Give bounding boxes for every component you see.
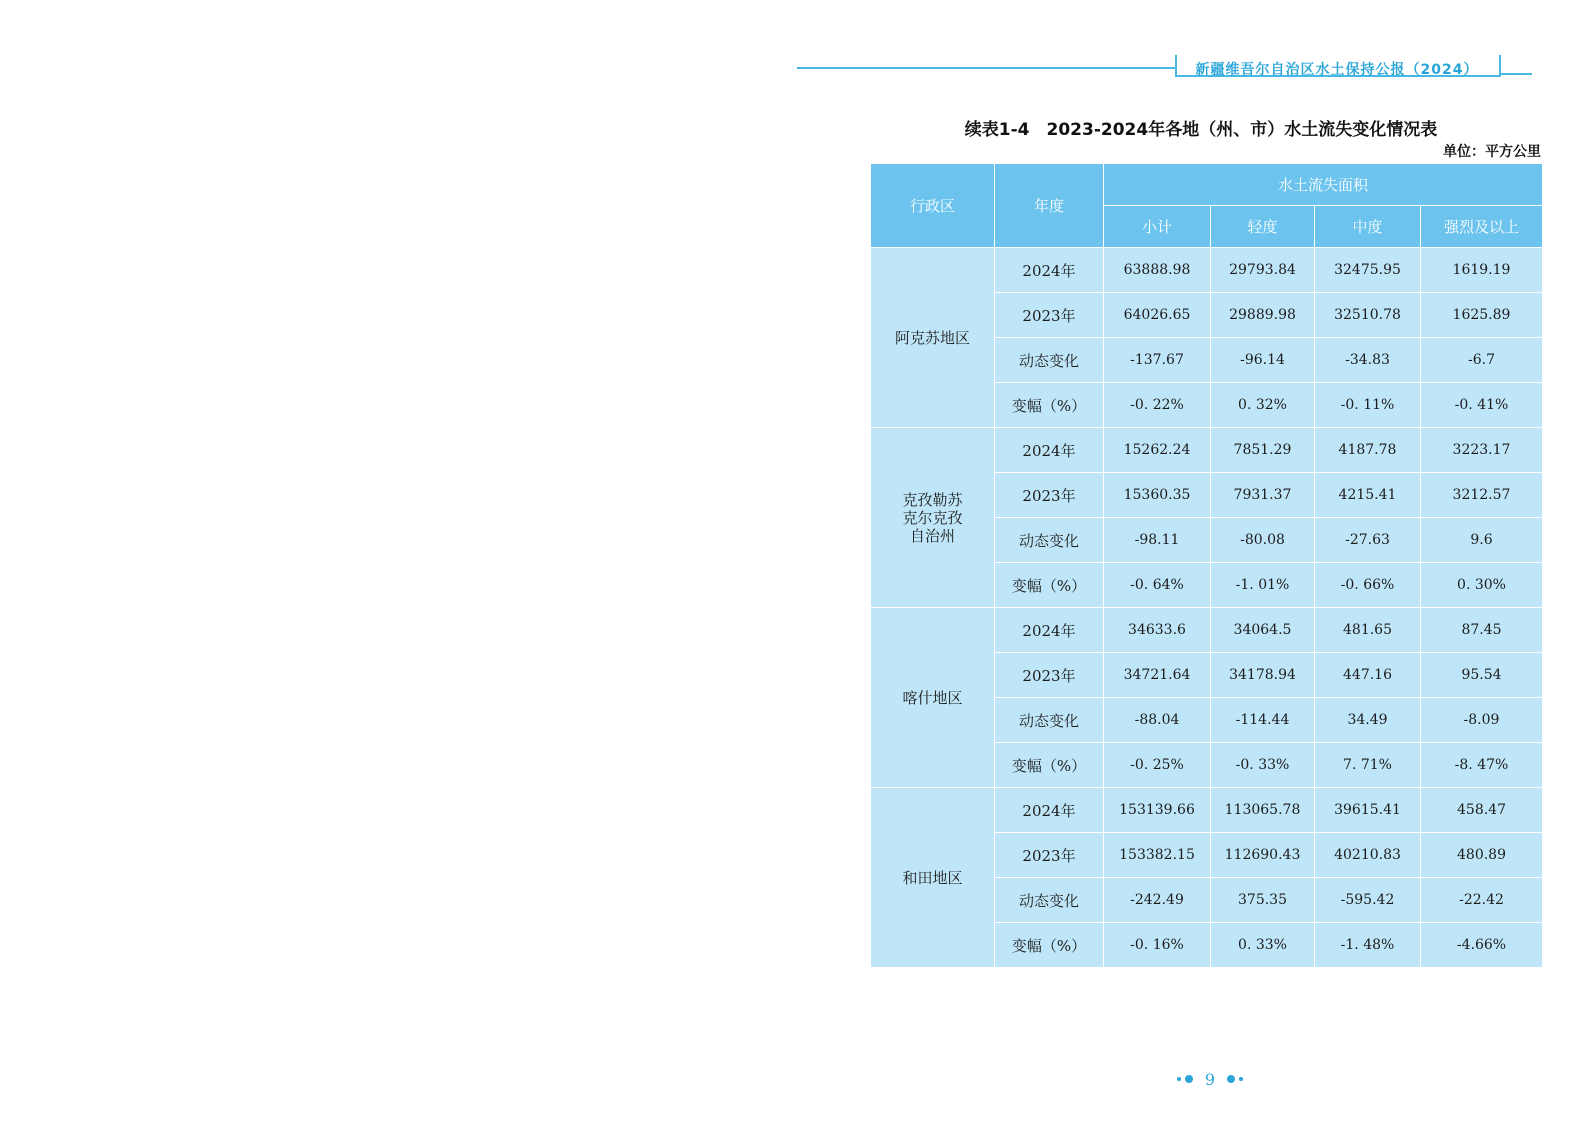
value-cell: -6.7 [1421,338,1543,383]
value-cell: -34.83 [1315,338,1421,383]
header-region: 行政区 [871,164,995,248]
row-label-cell: 动态变化 [995,698,1104,743]
value-cell: 481.65 [1315,608,1421,653]
unit-label: 单位：平方公里 [1443,144,1541,160]
page-number-text: 9 [1204,1069,1216,1089]
page-dot-icon [1239,1077,1243,1081]
page-dot-icon [1185,1075,1193,1083]
value-cell: -0. 16% [1104,923,1211,968]
value-cell: 0. 30% [1421,563,1543,608]
row-label-cell: 2024年 [995,248,1104,293]
value-cell: 0. 32% [1211,383,1315,428]
value-cell: 447.16 [1315,653,1421,698]
value-cell: -8.09 [1421,698,1543,743]
value-cell: 480.89 [1421,833,1543,878]
value-cell: 34633.6 [1104,608,1211,653]
value-cell: 34.49 [1315,698,1421,743]
region-name-cell [871,428,995,608]
value-cell: -114.44 [1211,698,1315,743]
value-cell: 34721.64 [1104,653,1211,698]
value-cell: -0. 41% [1421,383,1543,428]
header-moderate: 中度 [1315,206,1421,248]
row-label-cell: 2023年 [995,833,1104,878]
row-label-cell: 2024年 [995,428,1104,473]
value-cell: -98.11 [1104,518,1211,563]
region-name-cell [871,248,995,428]
table-row [871,248,1543,293]
header-subtotal: 小计 [1104,206,1211,248]
table-row [871,788,1543,833]
running-header-title: 新疆维吾尔自治区水土保持公报（2024） [1195,62,1479,78]
row-label-cell: 动态变化 [995,338,1104,383]
header-rule-left [797,67,1175,69]
value-cell: -96.14 [1211,338,1315,383]
value-cell: -137.67 [1104,338,1211,383]
value-cell: -4.66% [1421,923,1543,968]
value-cell: -0. 66% [1315,563,1421,608]
value-cell: 7851.29 [1211,428,1315,473]
value-cell: 39615.41 [1315,788,1421,833]
value-cell: 4215.41 [1315,473,1421,518]
region-name-line: 克尔克孜 [902,508,963,527]
page-number [1150,1070,1270,1088]
row-label-cell: 变幅（%） [995,743,1104,788]
value-cell: -0. 11% [1315,383,1421,428]
value-cell: -0. 25% [1104,743,1211,788]
value-cell: -242.49 [1104,878,1211,923]
region-name-line: 克孜勒苏 [902,490,963,509]
value-cell: 95.54 [1421,653,1543,698]
value-cell: 458.47 [1421,788,1543,833]
value-cell: 87.45 [1421,608,1543,653]
value-cell: 7931.37 [1211,473,1315,518]
value-cell: 63888.98 [1104,248,1211,293]
row-label-cell: 变幅（%） [995,383,1104,428]
value-cell: 32510.78 [1315,293,1421,338]
page-dot-icon [1177,1077,1181,1081]
value-cell: -595.42 [1315,878,1421,923]
row-label-cell: 变幅（%） [995,563,1104,608]
header-light: 轻度 [1211,206,1315,248]
value-cell: 153382.15 [1104,833,1211,878]
value-cell: 29889.98 [1211,293,1315,338]
region-name-cell [871,608,995,788]
header-erosion-area: 水土流失面积 [1104,164,1543,206]
value-cell: 1625.89 [1421,293,1543,338]
value-cell: 4187.78 [1315,428,1421,473]
row-label-cell: 2024年 [995,788,1104,833]
value-cell: 7. 71% [1315,743,1421,788]
table-row [871,608,1543,653]
region-name-line: 阿克苏地区 [894,328,970,347]
value-cell: 34064.5 [1211,608,1315,653]
page-dot-icon [1227,1075,1235,1083]
table-row [871,428,1543,473]
value-cell: 3212.57 [1421,473,1543,518]
value-cell: 40210.83 [1315,833,1421,878]
value-cell: -0. 64% [1104,563,1211,608]
value-cell: 375.35 [1211,878,1315,923]
header-rule-right [1500,73,1532,75]
row-label-cell: 2024年 [995,608,1104,653]
value-cell: 32475.95 [1315,248,1421,293]
value-cell: -1. 01% [1211,563,1315,608]
region-name-cell [871,788,995,968]
row-label-cell: 变幅（%） [995,923,1104,968]
value-cell: -8. 47% [1421,743,1543,788]
value-cell: -27.63 [1315,518,1421,563]
value-cell: 34178.94 [1211,653,1315,698]
region-name-line: 喀什地区 [902,688,963,707]
value-cell: -1. 48% [1315,923,1421,968]
value-cell: 113065.78 [1211,788,1315,833]
value-cell: 64026.65 [1104,293,1211,338]
soil-erosion-table [870,163,1543,968]
row-label-cell: 动态变化 [995,518,1104,563]
value-cell: -22.42 [1421,878,1543,923]
row-label-cell: 2023年 [995,653,1104,698]
value-cell: 0. 33% [1211,923,1315,968]
value-cell: 15360.35 [1104,473,1211,518]
value-cell: -0. 22% [1104,383,1211,428]
table-body [871,248,1543,968]
value-cell: 15262.24 [1104,428,1211,473]
region-name-line: 自治州 [909,526,955,545]
header-year: 年度 [995,164,1104,248]
value-cell: -88.04 [1104,698,1211,743]
table-caption: 续表1-4 2023-2024年各地（州、市）水土流失变化情况表 [964,120,1438,140]
value-cell: -0. 33% [1211,743,1315,788]
row-label-cell: 动态变化 [995,878,1104,923]
value-cell: 29793.84 [1211,248,1315,293]
row-label-cell: 2023年 [995,473,1104,518]
value-cell: 9.6 [1421,518,1543,563]
header-severe-and-above: 强烈及以上 [1421,206,1543,248]
value-cell: 1619.19 [1421,248,1543,293]
value-cell: -80.08 [1211,518,1315,563]
value-cell: 3223.17 [1421,428,1543,473]
value-cell: 153139.66 [1104,788,1211,833]
region-name-line: 和田地区 [902,868,963,887]
value-cell: 112690.43 [1211,833,1315,878]
row-label-cell: 2023年 [995,293,1104,338]
